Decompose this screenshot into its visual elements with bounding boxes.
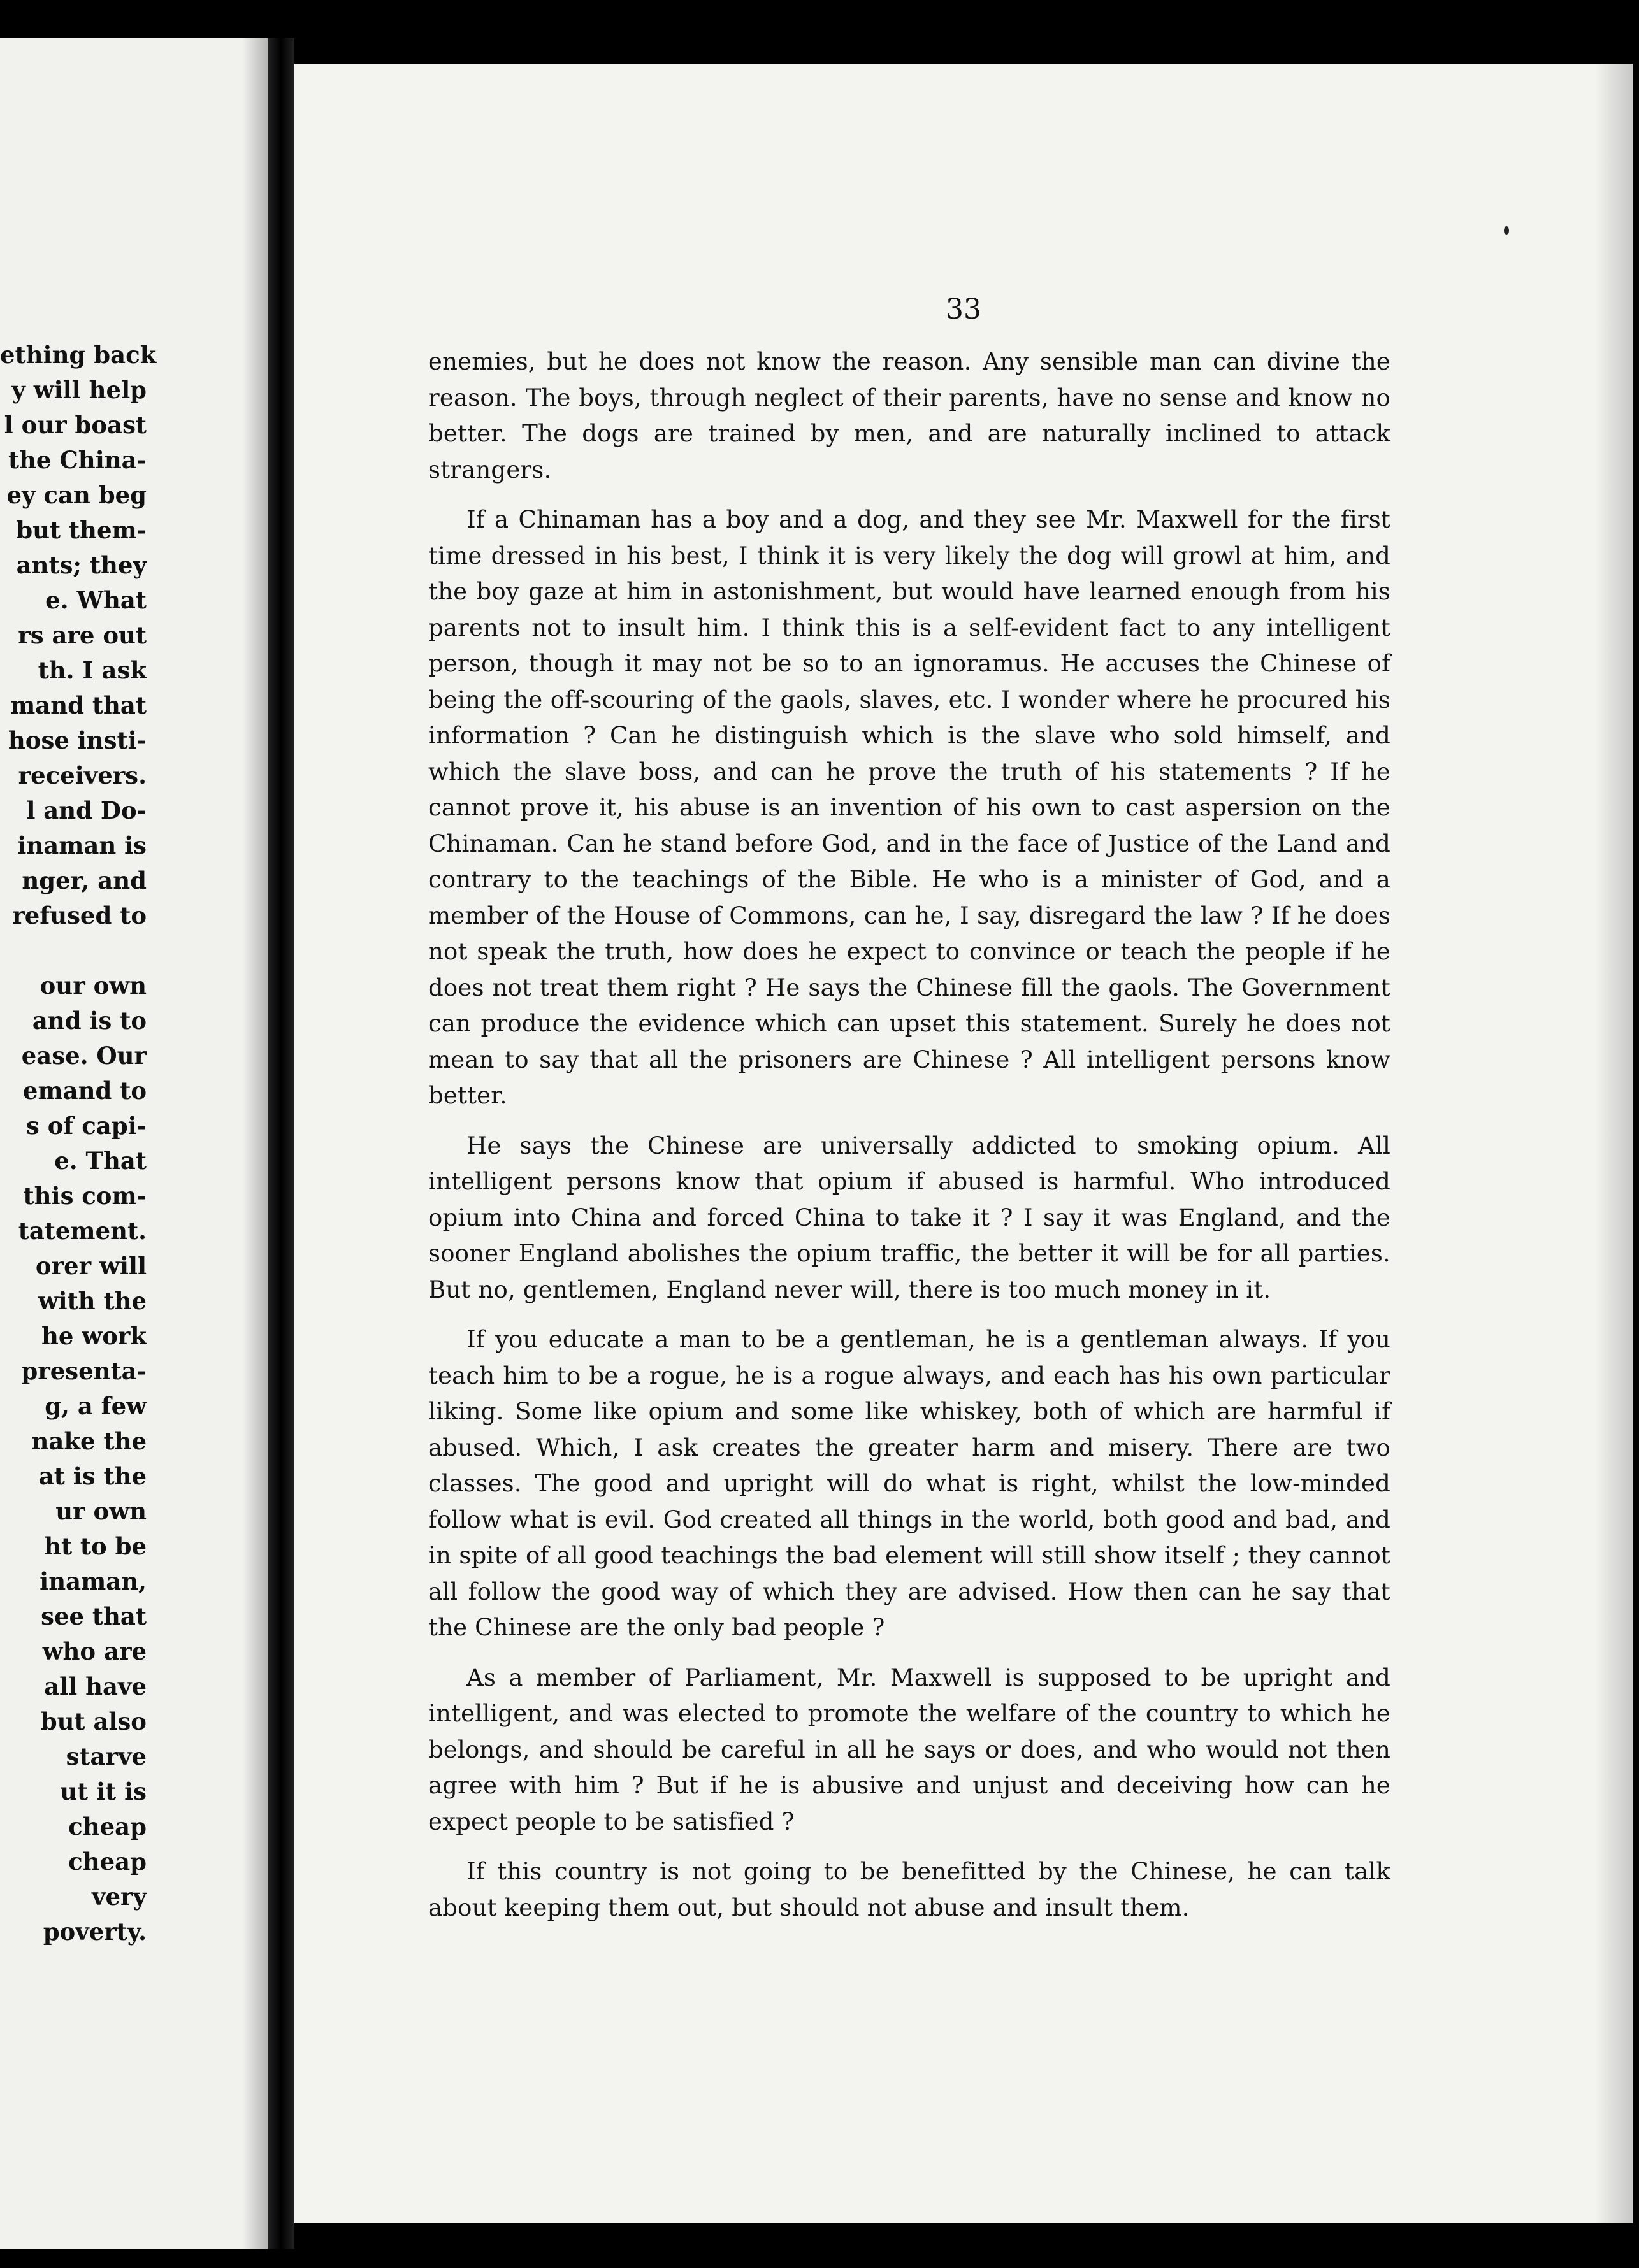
- left-page-line-fragment: refused to: [12, 901, 147, 929]
- left-page-line-fragment: cheap: [68, 1848, 147, 1876]
- left-page-line-fragment: e. What: [45, 586, 147, 614]
- paragraph: enemies, but he does not know the reason. Any sensible man can divine the reason. The boys, through neglect of their parents, have no sense and know no better. The dogs are trained by men, and are naturally inclined to attack strangers.: [428, 348, 1390, 484]
- left-page-line-fragment: who are: [42, 1637, 147, 1665]
- left-page-line-fragment: hose insti-: [8, 726, 147, 754]
- left-page-line-fragment: starve: [66, 1742, 147, 1770]
- right-page-edge-shadow: [1594, 64, 1633, 2223]
- left-page-line-fragment: th. I ask: [38, 656, 147, 684]
- ink-speck: [1504, 226, 1509, 235]
- left-page-line-fragment: cheap: [68, 1812, 147, 1841]
- left-page-line-fragment: nake the: [31, 1427, 147, 1455]
- left-page-line-fragment: e. That: [54, 1147, 147, 1175]
- left-page-line-fragment: ething back: [0, 341, 157, 369]
- left-page-line-fragment: nger, and: [22, 866, 147, 894]
- paragraph: If a Chinaman has a boy and a dog, and they see Mr. Maxwell for the first time dressed in his best, I think it is very likely the dog will growl at him, and the boy gaze at him in astonishment, but would have learned enough from his parents not to insult him. I think this is a self-evident fact to any intelligent person, though it may not be so to an ignoramus. He accuses the Chinese of being the off-scouring of the gaols, slaves, etc. I wonder where he procured his information ? Can he distinguish which is the slave who sold himself, and which the slave boss, and can he prove the truth of his statements ? If he cannot prove it, his abuse is an invention of his own to cast aspersion on the Chinaman. Can he stand before God, and in the face of Justice of the Land and contrary to the teachings of the Bible. He who is a minister of God, and a member of the House of Commons, can he, I say, disregard the law ? If he does not speak the truth, how does he expect to convince or teach the people if he does not treat them right ? He says the Chinese fill the gaols. The Government can produce the evidence which can upset this statement. Surely he does not mean to say that all the prisoners are Chinese ? All intelligent persons know better.: [428, 506, 1390, 1109]
- paragraph: He says the Chinese are universally addicted to smoking opium. All intelligent persons know that opium if abused is harmful. Who introduced opium into China and forced China to take it ? I say it was England, and the sooner England abolishes the opium traffic, the better it will be for all parties. But no, gentlemen, England never will, there is too much money in it.: [428, 1131, 1390, 1303]
- left-page-line-fragment: l our boast: [4, 411, 147, 439]
- left-page-line-fragment: emand to: [22, 1077, 147, 1105]
- paragraph: As a member of Parliament, Mr. Maxwell is supposed to be upright and intelligent, and was elected to promote the welfare of the country to which he belongs, and should be careful in all he says or does, and who would not then agree with him ? But if he is abusive and unjust and deceiving how can he expect people to be satisfied ?: [428, 1663, 1390, 1835]
- left-page-line-fragment: inaman is: [17, 831, 147, 859]
- left-page-line-fragment: ut it is: [60, 1777, 147, 1805]
- left-page-line-fragment: y will help: [11, 376, 147, 404]
- left-page-line-fragment: receivers.: [18, 761, 147, 789]
- left-facing-page: [0, 38, 268, 2249]
- left-page-line-fragment: all have: [44, 1672, 147, 1700]
- left-page-line-fragment: and is to: [32, 1007, 147, 1035]
- left-page-line-fragment: g, a few: [45, 1392, 147, 1420]
- left-page-text-fragments: [0, 338, 268, 1949]
- left-page-line-fragment: rs are out: [18, 621, 147, 649]
- left-page-line-fragment: orer will: [35, 1252, 147, 1280]
- left-page-line-fragment: mand that: [10, 691, 147, 719]
- left-page-line-fragment: poverty.: [43, 1918, 147, 1946]
- left-page-shadow: [242, 38, 268, 2249]
- left-page-line-fragment: he work: [41, 1322, 147, 1350]
- left-page-line-fragment: ey can beg: [6, 481, 147, 509]
- left-page-line-fragment: inaman,: [40, 1567, 147, 1595]
- left-page-line-fragment: very: [91, 1883, 147, 1911]
- left-page-line-fragment: l and Do-: [26, 796, 147, 824]
- left-page-line-fragment: ur own: [55, 1497, 147, 1525]
- book-gutter: [268, 38, 294, 2249]
- left-page-line-fragment: see that: [41, 1602, 147, 1630]
- left-page-line-fragment: presenta-: [21, 1357, 147, 1385]
- left-page-line-fragment: this com-: [23, 1182, 147, 1210]
- paragraph: If you educate a man to be a gentleman, he is a gentleman always. If you teach him to be a rogue, he is a rogue always, and each has his own particular liking. Some like opium and some like whiskey, both of which are harmful if abused. Which, I ask creates the greater harm and misery. There are two classes. The good and upright will do what is right, whilst the low-minded follow what is evil. God created all things in the world, both good and bad, and in spite of all good teachings the bad element will still show itself ; they cannot all follow the good way of which they are advised. How then can he say that the Chinese are the only bad people ?: [428, 1326, 1390, 1641]
- left-page-line-fragment: but also: [40, 1707, 147, 1735]
- right-page: [294, 64, 1633, 2223]
- left-page-line-fragment: ht to be: [44, 1532, 147, 1560]
- left-page-line-fragment: with the: [38, 1287, 147, 1315]
- left-page-line-fragment: ease. Our: [21, 1042, 147, 1070]
- left-page-line-fragment: the China-: [8, 446, 147, 474]
- page-number: 33: [946, 293, 981, 326]
- page-body-text: [428, 344, 1390, 1940]
- left-page-line-fragment: ants; they: [16, 551, 147, 579]
- left-page-line-fragment: at is the: [38, 1462, 147, 1490]
- paragraph: If this country is not going to be benefitted by the Chinese, he can talk about keeping them out, but should not abuse and insult them.: [428, 1858, 1390, 1921]
- left-page-line-fragment: tatement.: [18, 1217, 147, 1245]
- left-page-line-fragment: but them-: [16, 516, 147, 544]
- left-page-line-fragment: our own: [40, 972, 147, 1000]
- left-page-line-fragment: s of capi-: [26, 1112, 147, 1140]
- left-page-line-fragment: [0, 933, 268, 968]
